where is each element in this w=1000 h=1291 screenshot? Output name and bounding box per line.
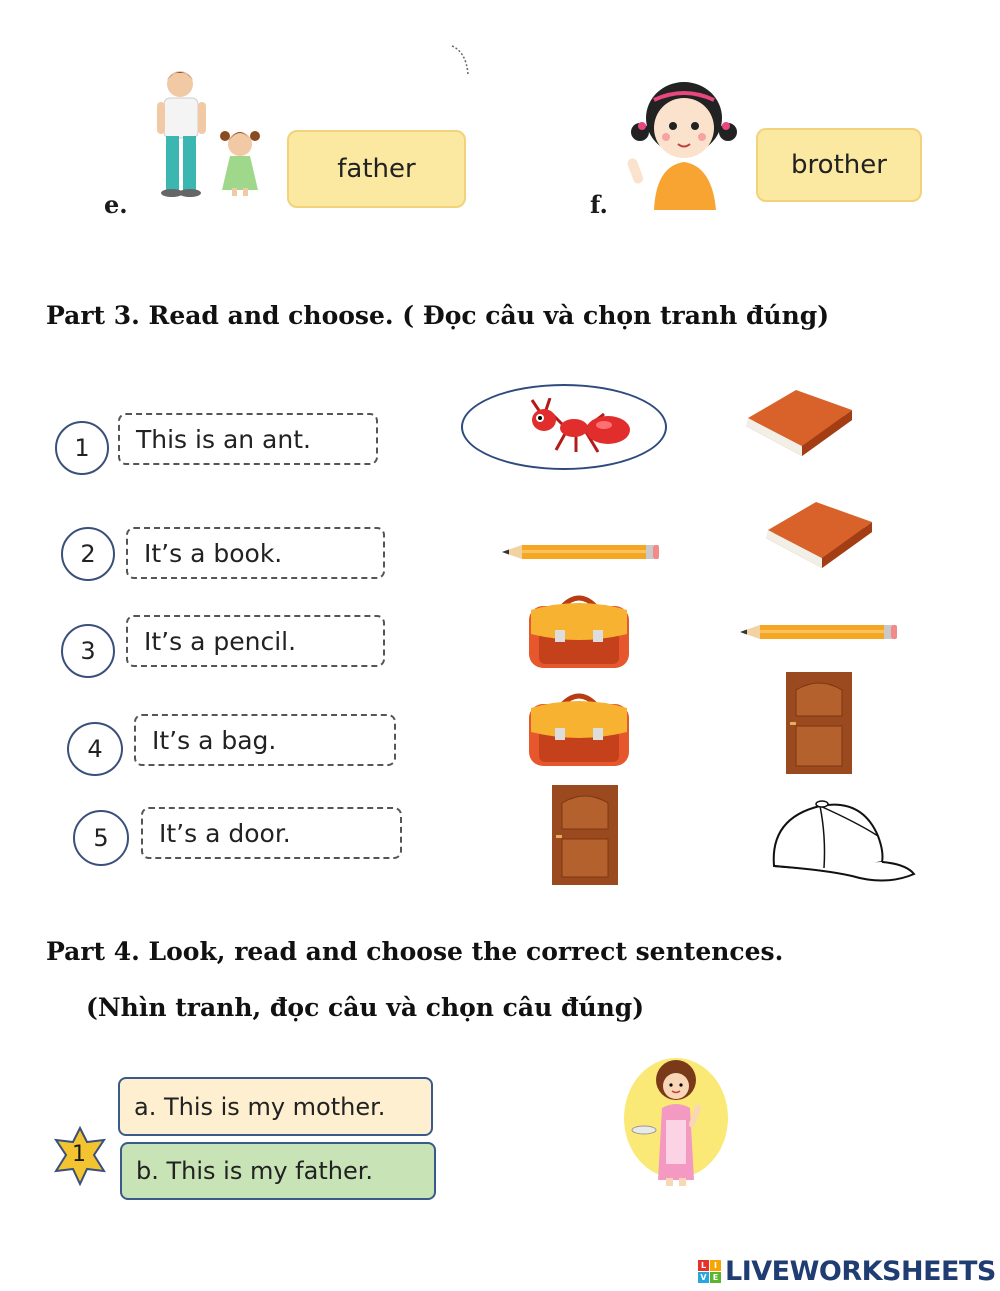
answer-box-f[interactable]: brother <box>756 128 922 202</box>
choice-a-button[interactable]: a. This is my mother. <box>118 1077 433 1136</box>
book-icon[interactable] <box>742 388 854 458</box>
mother-icon <box>622 1052 730 1188</box>
answer-box-e[interactable]: father <box>287 130 466 208</box>
cap-icon[interactable] <box>766 796 916 888</box>
ant-icon[interactable] <box>526 398 636 458</box>
pencil-icon[interactable] <box>500 542 660 562</box>
sentence-box: It’s a door. <box>141 807 402 859</box>
pencil-icon[interactable] <box>738 622 898 642</box>
question-number: 4 <box>67 722 123 776</box>
door-icon[interactable] <box>552 785 618 885</box>
crop-mark <box>448 42 474 78</box>
girl-icon <box>620 70 745 215</box>
brand-logo <box>698 1256 996 1287</box>
sentence-box: It’s a bag. <box>134 714 396 766</box>
sentence-box: This is an ant. <box>118 413 378 465</box>
part2-section <box>0 0 1000 240</box>
book-icon[interactable] <box>762 500 874 570</box>
choice-b-button[interactable]: b. This is my father. <box>120 1142 436 1200</box>
question-number: 3 <box>61 624 115 678</box>
bag-icon[interactable] <box>525 690 633 768</box>
part3-heading: Part 3. Read and choose. ( Đọc câu và chọn tranh đúng) <box>46 301 830 330</box>
item-letter-e: e. <box>104 190 128 219</box>
brand-name: LIVEWORKSHEETS <box>725 1256 996 1287</box>
sentence-box: It’s a book. <box>126 527 385 579</box>
item-letter-f: f. <box>590 190 608 219</box>
door-icon[interactable] <box>786 672 852 774</box>
sentence-box: It’s a pencil. <box>126 615 385 667</box>
father-and-daughter-icon <box>140 62 280 202</box>
question-number: 2 <box>61 527 115 581</box>
part4-subheading: (Nhìn tranh, đọc câu và chọn câu đúng) <box>86 993 645 1022</box>
part4-heading: Part 4. Look, read and choose the correct sentences. <box>46 937 784 966</box>
question-number: 1 <box>55 421 109 475</box>
question-number: 1 <box>72 1142 86 1167</box>
bag-icon[interactable] <box>525 592 633 670</box>
question-number: 5 <box>73 810 129 866</box>
logo-blocks-icon: L I V E <box>698 1260 721 1283</box>
